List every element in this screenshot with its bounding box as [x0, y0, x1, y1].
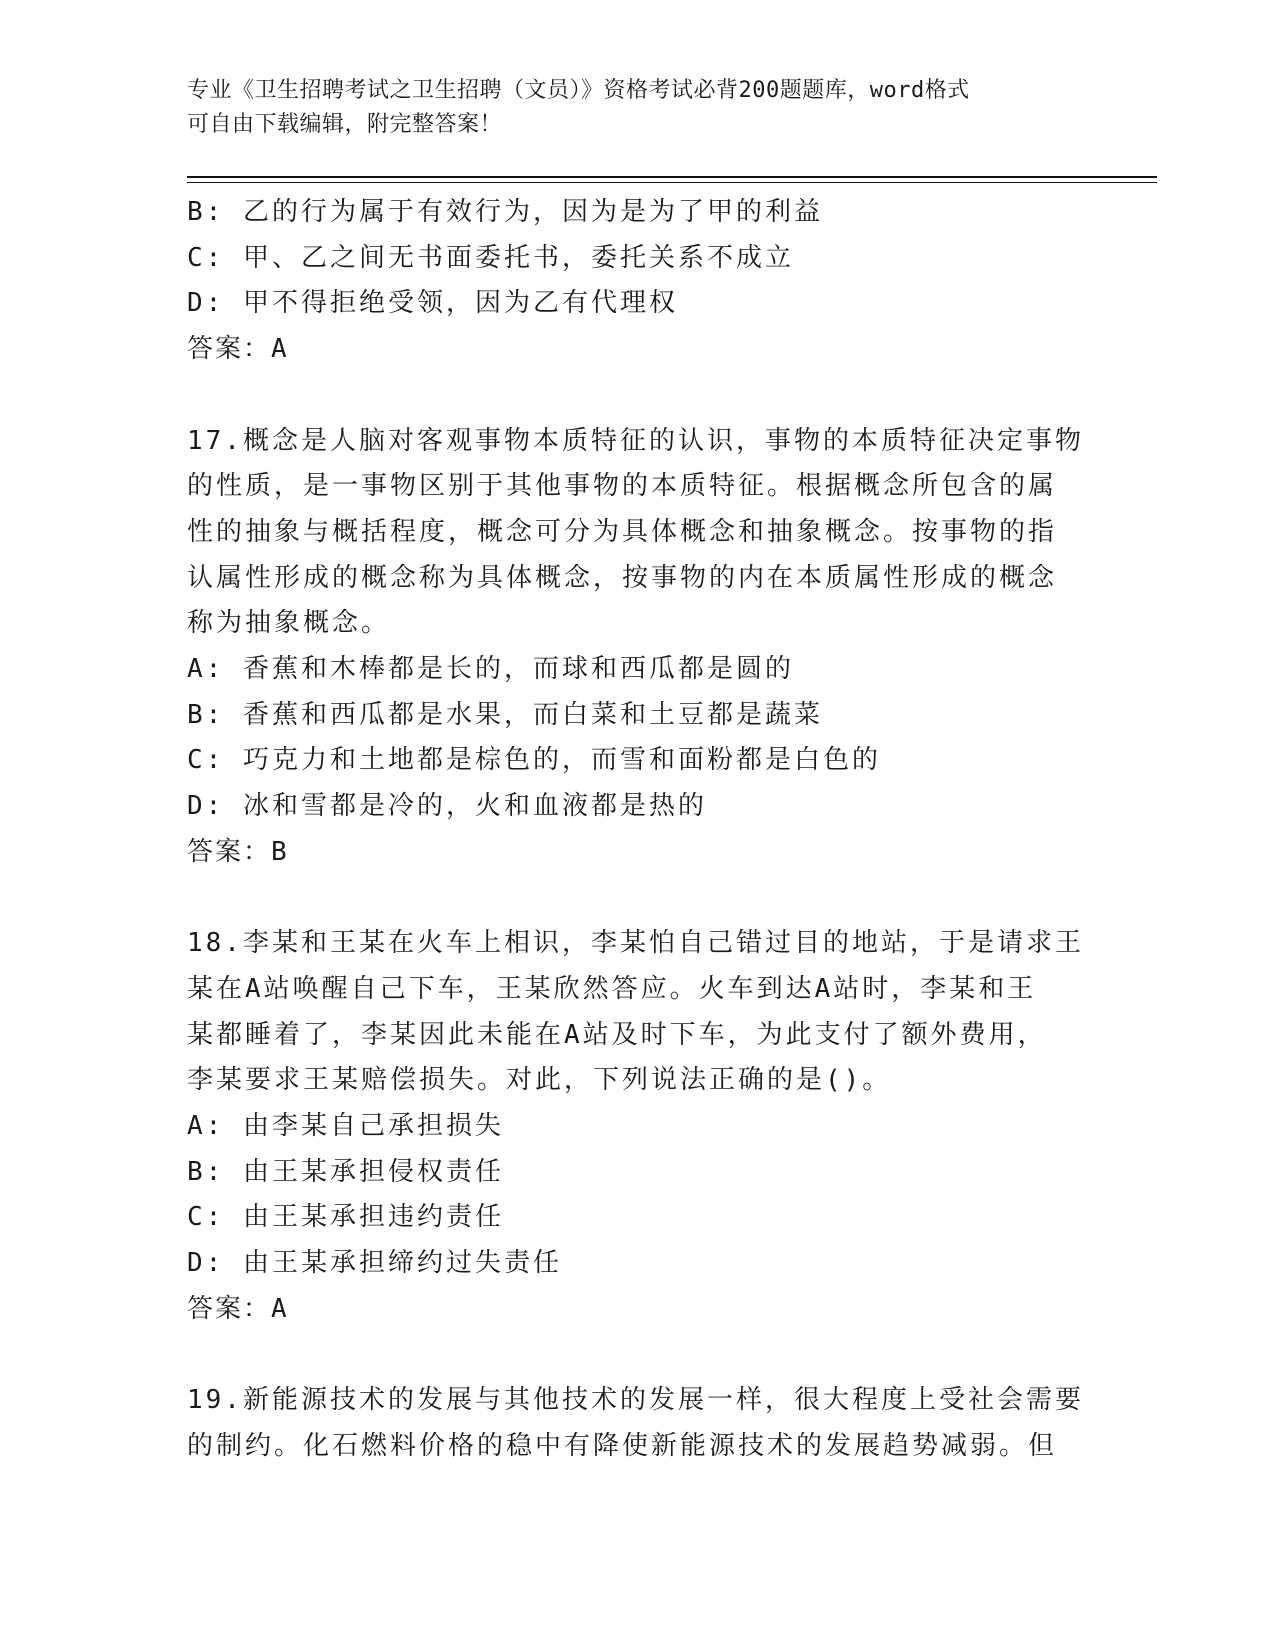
q17-stem-line: 称为抽象概念。: [187, 608, 391, 639]
q18-stem-line: 某都睡着了，李某因此未能在A站及时下车，为此支付了额外费用，: [187, 1019, 1047, 1050]
q18-option-d: D: 由王某承担缔约过失责任: [187, 1248, 562, 1279]
q17-stem-line: 17.概念是人脑对客观事物本质特征的认识，事物的本质特征决定事物: [187, 425, 1084, 456]
q17-stem-line: 的性质，是一事物区别于其他事物的本质特征。根据概念所包含的属: [187, 471, 1058, 502]
question-content: [187, 190, 1087, 1470]
question-19: [187, 1378, 1087, 1469]
q19-stem-line: 的制约。化石燃料价格的稳中有降使新能源技术的发展趋势减弱。但: [187, 1430, 1058, 1461]
q18-option-a: A: 由李某自己承担损失: [187, 1111, 504, 1142]
q16-option-c: C: 甲、乙之间无书面委托书，委托关系不成立: [187, 242, 794, 273]
spacer: [187, 876, 1087, 922]
header-line-2: 可自由下载编辑，附完整答案！: [187, 112, 503, 137]
spacer: [187, 373, 1087, 419]
q18-option-c: C: 由王某承担违约责任: [187, 1202, 504, 1233]
header-line-1: 专业《卫生招聘考试之卫生招聘（文员）》资格考试必背200题题库，word格式: [187, 78, 970, 103]
q17-answer: 答案：B: [187, 836, 289, 867]
q17-stem-line: 性的抽象与概括程度，概念可分为具体概念和抽象概念。按事物的指: [187, 516, 1058, 547]
q18-stem-line: 李某要求王某赔偿损失。对此，下列说法正确的是()。: [187, 1065, 892, 1096]
q18-stem-line: 某在A站唤醒自己下车，王某欣然答应。火车到达A站时，李某和王: [187, 973, 1037, 1004]
q16-answer: 答案：A: [187, 334, 289, 365]
q17-option-b: B: 香蕉和西瓜都是水果，而白菜和土豆都是蔬菜: [187, 699, 823, 730]
q18-option-b: B: 由王某承担侵权责任: [187, 1156, 504, 1187]
q16-option-d: D: 甲不得拒绝受领，因为乙有代理权: [187, 288, 678, 319]
q17-option-d: D: 冰和雪都是冷的，火和血液都是热的: [187, 791, 707, 822]
header-rule-thick: [187, 176, 1157, 178]
q18-stem-line: 18.李某和王某在火车上相识，李某怕自己错过目的地站，于是请求王: [187, 928, 1084, 959]
q17-option-c: C: 巧克力和土地都是棕色的，而雪和面粉都是白色的: [187, 745, 881, 776]
question-16: [187, 190, 1087, 373]
q19-stem-line: 19.新能源技术的发展与其他技术的发展一样，很大程度上受社会需要: [187, 1385, 1084, 1416]
q16-option-b: B: 乙的行为属于有效行为，因为是为了甲的利益: [187, 197, 823, 227]
q17-option-a: A: 香蕉和木棒都是长的，而球和西瓜都是圆的: [187, 654, 794, 685]
q17-stem-line: 认属性形成的概念称为具体概念，按事物的内在本质属性形成的概念: [187, 562, 1058, 593]
spacer: [187, 1333, 1087, 1379]
question-17: [187, 419, 1087, 876]
header-rule-thin: [187, 182, 1157, 183]
question-18: [187, 921, 1087, 1332]
document-header: [187, 74, 1067, 142]
q18-answer: 答案：A: [187, 1293, 289, 1324]
